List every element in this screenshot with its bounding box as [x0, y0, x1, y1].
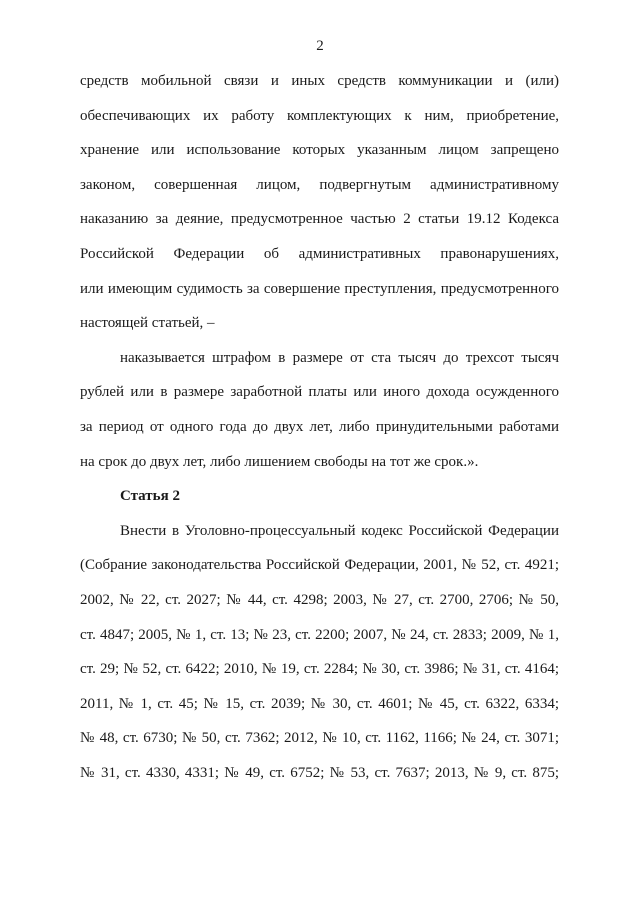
- text-line: ст. 29; № 52, ст. 6422; 2010, № 19, ст. 2284; № 30, ст. 3986; № 31, ст. 4164;: [80, 661, 559, 678]
- paragraph-penalty: [80, 341, 559, 479]
- document-body: [80, 64, 559, 790]
- paragraph-amendment: [80, 514, 559, 791]
- text-line: Внести в Уголовно-процессуальный кодекс Российской Федерации: [120, 522, 559, 539]
- text-line: ст. 4847; 2005, № 1, ст. 13; № 23, ст. 2200; 2007, № 24, ст. 2833; 2009, № 1,: [80, 626, 559, 643]
- text-line: обеспечивающих их работу комплектующих к ним, приобретение,: [80, 107, 559, 124]
- text-line: Российской Федерации об административных правонарушениях,: [80, 245, 559, 262]
- text-line: настоящей статьей, –: [80, 315, 215, 332]
- text-line: (Собрание законодательства Российской Федерации, 2001, № 52, ст. 4921;: [80, 557, 559, 574]
- text-line: или имеющим судимость за совершение преступления, предусмотренного: [80, 280, 559, 297]
- text-line: средств мобильной связи и иных средств коммуникации и (или): [80, 73, 559, 89]
- text-line: рублей или в размере заработной платы или иного дохода осужденного: [80, 384, 559, 401]
- text-line: наказанию за деяние, предусмотренное частью 2 статьи 19.12 Кодекса: [80, 211, 559, 228]
- text-line: 2002, № 22, ст. 2027; № 44, ст. 4298; 2003, № 27, ст. 2700, 2706; № 50,: [80, 591, 559, 608]
- paragraph-offense-description: [80, 64, 559, 341]
- text-line: на срок до двух лет, либо лишением свободы на тот же срок.».: [80, 453, 479, 470]
- text-line: хранение или использование которых указанным лицом запрещено: [80, 142, 559, 159]
- text-line: № 48, ст. 6730; № 50, ст. 7362; 2012, № 10, ст. 1162, 1166; № 24, ст. 3071;: [80, 730, 559, 747]
- text-line: № 31, ст. 4330, 4331; № 49, ст. 6752; № 53, ст. 7637; 2013, № 9, ст. 875;: [80, 764, 559, 781]
- page-number: 2: [316, 38, 324, 54]
- text-line: за период от одного года до двух лет, либо принудительными работами: [80, 418, 559, 435]
- text-line: наказывается штрафом в размере от ста тысяч до трехсот тысяч: [120, 349, 559, 366]
- article-heading: Статья 2: [120, 488, 180, 505]
- text-line: 2011, № 1, ст. 45; № 15, ст. 2039; № 30, ст. 4601; № 45, ст. 6322, 6334;: [80, 695, 559, 712]
- text-line: законом, совершенная лицом, подвергнутым административному: [80, 176, 559, 193]
